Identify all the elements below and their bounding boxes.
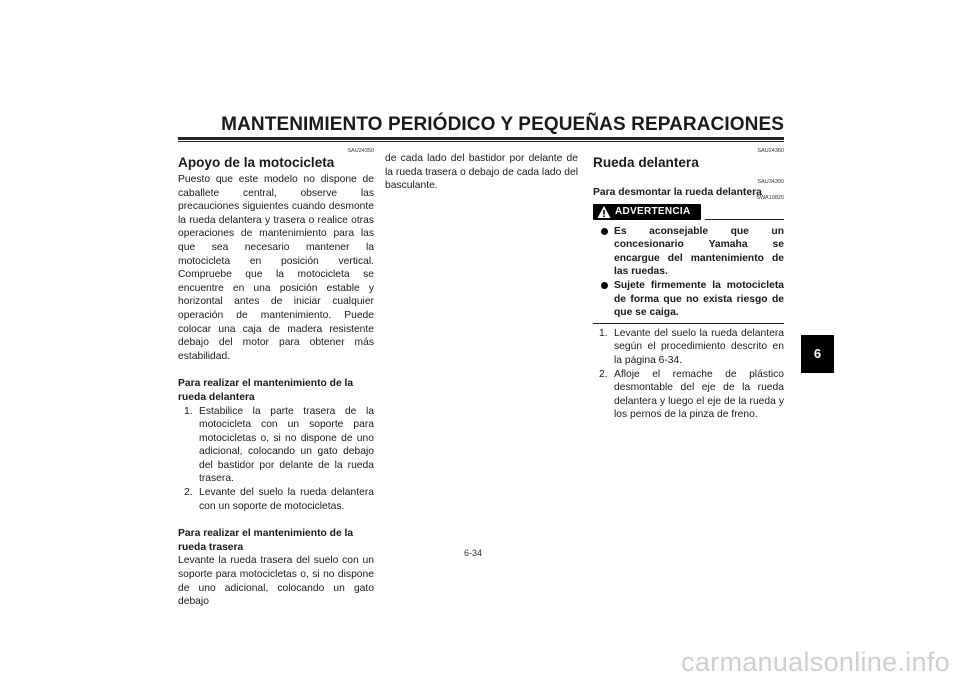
remove-front-wheel-subheading: Para desmontar la rueda delantera <box>593 187 762 198</box>
section-code: SAU24360 <box>757 148 784 154</box>
section-code: SAU24350 <box>347 148 374 154</box>
subsection-code: SAU34390 <box>757 179 784 185</box>
column-3 <box>593 148 784 422</box>
warning-label: ADVERTENCIA <box>615 205 691 217</box>
warning-end-rule <box>593 323 784 324</box>
list-item: Sujete firmemente la motocicleta de forma que no exista riesgo de que se caiga. <box>593 279 784 320</box>
rear-wheel-paragraph: Levante la rueda trasera del suelo con un soporte para motocicletas o, si no dispone de uno adicional, colocando un gato debajo <box>178 555 374 608</box>
front-wheel-subheading: Para realizar el mantenimiento de la rueda delantera <box>178 378 354 403</box>
continued-paragraph: de cada lado del bastidor por delante de la rueda trasera o debajo de cada lado del basculante. <box>385 153 578 192</box>
watermark: carmanualsonline.info <box>681 647 950 677</box>
list-item: 2. Afloje el remache de plástico desmontable del eje de la rueda delantera y luego el eje de la rueda y los pernos de la pinza de freno. <box>599 368 784 421</box>
remove-steps <box>593 327 784 422</box>
chapter-tab <box>801 335 834 373</box>
rear-wheel-subheading: Para realizar el mantenimiento de la rueda trasera <box>178 528 354 553</box>
title-rule <box>178 137 784 140</box>
warning-triangle-icon <box>597 205 611 219</box>
list-item: 2. Levante del suelo la rueda delantera con un soporte de motocicletas. <box>184 487 374 512</box>
page-title: MANTENIMIENTO PERIÓDICO Y PEQUEÑAS REPARACIONES <box>221 114 784 135</box>
chapter-number: 6 <box>813 346 822 361</box>
page-number: 6-34 <box>464 548 483 558</box>
warning-rule <box>705 219 784 220</box>
warning-badge <box>593 204 701 220</box>
front-wheel-steps <box>178 405 374 514</box>
column-2 <box>385 152 578 193</box>
warning-list <box>593 225 784 320</box>
list-item: 1. Levante del suelo la rueda delantera según el procedimiento descrito en la página 6-34. <box>599 327 784 366</box>
bullet-dot-icon <box>601 228 608 235</box>
warning-code: SWA10820 <box>756 194 784 201</box>
title-rule-thin <box>178 141 784 142</box>
warning-header <box>593 194 784 221</box>
intro-paragraph: Puesto que este modelo no dispone de caballete central, observe las precauciones siguientes cuando desmonte la rueda delantera y trasera o realice otras operaciones de mantenimiento para las que sea necesario mantener la motocicleta en posición vertical. Compruebe que la motocicleta se encuentre en una posición estable y horizontal antes de iniciar cualquier operación de mantenimiento. Puede colocar una caja de madera resistente debajo del motor para obtener más estabilidad. <box>178 174 374 362</box>
bullet-dot-icon <box>601 282 608 289</box>
column-1 <box>178 148 374 609</box>
list-item: 1. Estabilice la parte trasera de la motocicleta con un soporte para motocicletas o, si no dispone de uno adicional, colocando un gato debajo del bastidor por delante de la rueda trasera. <box>184 405 374 485</box>
section-heading: Rueda delantera <box>593 155 699 170</box>
list-item: Es aconsejable que un concesionario Yamaha se encargue del mantenimiento de las ruedas. <box>593 225 784 279</box>
section-heading: Apoyo de la motocicleta <box>178 155 335 170</box>
